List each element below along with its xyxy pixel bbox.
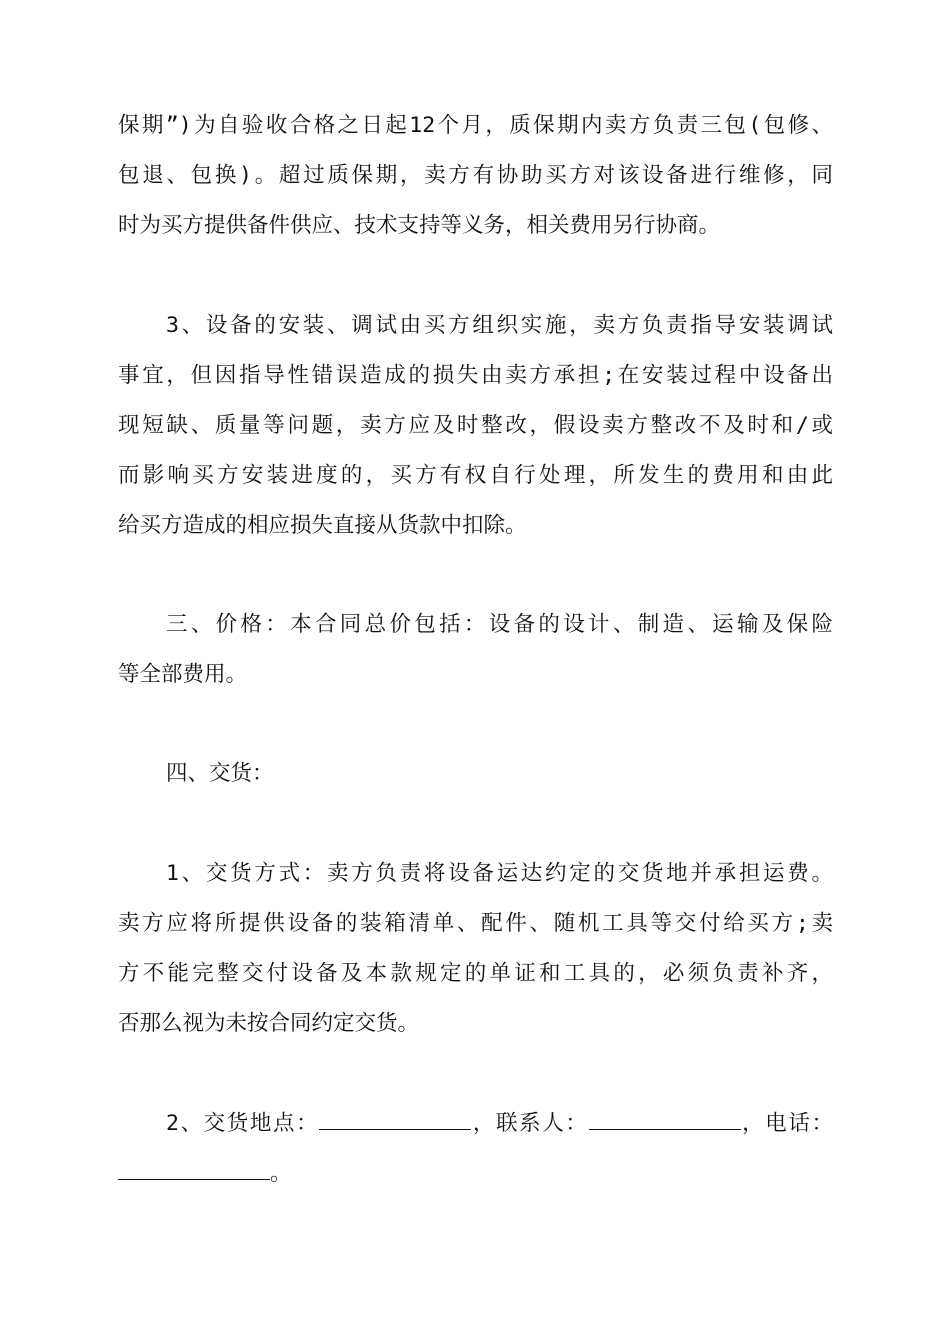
paragraph-line: 等全部费用。 bbox=[118, 662, 248, 687]
paragraph-line: 事宜，但因指导性错误造成的损失由卖方承担;在安装过程中设备出 bbox=[118, 363, 833, 388]
phone-line bbox=[118, 1160, 833, 1188]
paragraph-line: 1、交货方式：卖方负责将设备运达约定的交货地并承担运费。 bbox=[166, 861, 833, 886]
phone-line-end: 。 bbox=[270, 1161, 292, 1186]
paragraph-line: 时为买方提供备件供应、技术支持等义务，相关费用另行协商。 bbox=[118, 213, 721, 238]
delivery-place-blank[interactable] bbox=[319, 1111, 471, 1130]
contact-label: ，联系人： bbox=[471, 1111, 589, 1136]
paragraph-line: 否那么视为未按合同约定交货。 bbox=[118, 1011, 420, 1036]
phone-blank[interactable] bbox=[118, 1161, 270, 1180]
paragraph-line: 现短缺、质量等问题，卖方应及时整改，假设卖方整改不及时和/或 bbox=[118, 413, 833, 438]
contact-blank[interactable] bbox=[589, 1111, 741, 1130]
paragraph-line: 保期”)为自验收合格之日起12个月，质保期内卖方负责三包(包修、 bbox=[118, 113, 833, 138]
paragraph-line: 包退、包换)。超过质保期，卖方有协助买方对该设备进行维修，同 bbox=[118, 163, 833, 188]
paragraph-line: 给买方造成的相应损失直接从货款中扣除。 bbox=[118, 513, 527, 538]
paragraph-line: 卖方应将所提供设备的装箱清单、配件、随机工具等交付给买方;卖 bbox=[118, 911, 833, 936]
paragraph-line: 方不能完整交付设备及本款规定的单证和工具的，必须负责补齐， bbox=[118, 961, 833, 986]
section-heading: 四、交货： bbox=[166, 761, 274, 786]
paragraph-line: 3、设备的安装、调试由买方组织实施，卖方负责指导安装调试 bbox=[166, 313, 833, 338]
phone-label: ，电话： bbox=[740, 1111, 833, 1136]
delivery-place-label: 2、交货地点： bbox=[166, 1111, 320, 1136]
paragraph-line: 而影响买方安装进度的，买方有权自行处理，所发生的费用和由此 bbox=[118, 463, 833, 488]
paragraph-line: 三、价格：本合同总价包括：设备的设计、制造、运输及保险 bbox=[166, 612, 833, 637]
delivery-place-line bbox=[166, 1110, 833, 1138]
